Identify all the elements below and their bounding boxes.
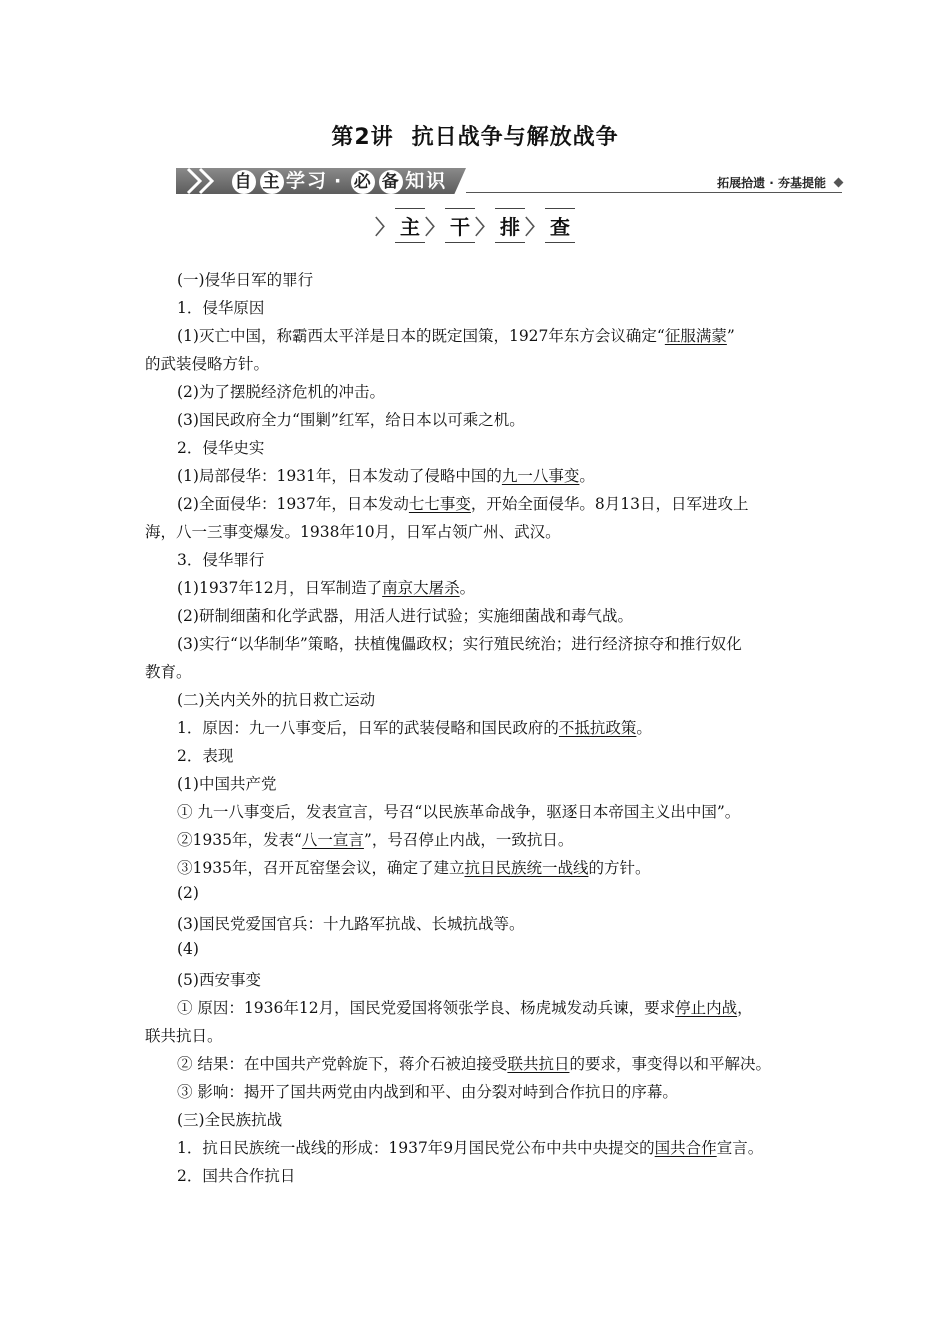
banner-char: 必 [351, 170, 375, 194]
text-span: ，开始全面侵华。8月13日，日军进攻上 [470, 495, 749, 513]
underlined-term: 南京大屠杀 [382, 579, 460, 597]
text-line: 海，八一三事变爆发。1938年10月，日军占领广州、武汉。 [145, 523, 561, 541]
heading-line: (三)全民族抗战 [177, 1111, 283, 1129]
heading-line: (一)侵华日军的罪行 [177, 271, 314, 289]
text-line: (3)实行“以华制华”策略，扶植傀儡政权；实行殖民统治；进行经济掠夺和推行奴化 [177, 635, 742, 653]
text-span: ， [737, 999, 753, 1017]
text-span: ”，号召停止内战，一致抗日。 [363, 831, 574, 849]
banner-char: 备 [379, 170, 403, 194]
banner-char: 主 [260, 170, 284, 194]
section-label-char: 查 [545, 208, 575, 243]
subheading-line: 2．国共合作抗日 [177, 1167, 296, 1185]
underlined-term: 联共抗日 [507, 1055, 570, 1073]
text-line [177, 996, 753, 1018]
section-label-char: 主 [395, 208, 425, 243]
text-line: 联共抗日。 [145, 1027, 223, 1045]
text-span: (1)灭亡中国，称霸西太平洋是日本的既定国策，1927年东方会议确定“ [177, 327, 665, 345]
text-span: 宣言。 [716, 1139, 764, 1157]
section-label-char: 排 [495, 208, 525, 243]
text-line [177, 324, 735, 346]
text-line: (2)研制细菌和化学武器，用活人进行试验；实施细菌战和毒气战。 [177, 607, 633, 625]
text-line: 教育。 [145, 663, 192, 681]
text-span: 的方针。 [588, 859, 651, 877]
underlined-term: 七七事变 [408, 495, 471, 513]
underlined-term: 抗日民族统一战线 [464, 859, 589, 877]
text-line: ③ 影响：揭开了国共两党由内战到和平、由分裂对峙到合作抗日的序幕。 [177, 1083, 678, 1101]
banner-title [230, 167, 447, 195]
text-line: 的武装侵略方针。 [145, 355, 270, 373]
text-span: 1．原因：九一八事变后，日军的武装侵略和国民政府的 [177, 719, 559, 737]
text-line: ① 九一八事变后，发表宣言，号召“以民族革命战争，驱逐日本帝国主义出中国”。 [177, 803, 741, 821]
text-span: 。 [459, 579, 476, 597]
underlined-term: 停止内战 [675, 999, 738, 1017]
heading-line: (二)关内关外的抗日救亡运动 [177, 691, 376, 709]
underlined-term: 九一八事变 [501, 467, 580, 485]
text-span: 。 [636, 719, 652, 737]
text-line: (1)中国共产党 [177, 775, 277, 793]
text-line [177, 464, 595, 486]
text-span: ① 原因：1936年12月，国民党爱国将领张学良、杨虎城发动兵谏，要求 [177, 999, 676, 1017]
text-span: ③1935年，召开瓦窑堡会议，确定了建立 [177, 859, 465, 877]
text-span: 1．抗日民族统一战线的形成：1937年9月国民党公布中共中央提交的 [177, 1139, 655, 1157]
lecture-number: 第2讲 [331, 125, 394, 150]
text-line [177, 576, 475, 598]
chevron-right-icon: 〉 [375, 215, 395, 239]
text-line: (4) [177, 940, 199, 958]
text-span: 的要求，事变得以和平解决。 [569, 1055, 771, 1073]
banner-subtitle: 拓展拾遗 · 夯基提能 [717, 176, 826, 190]
text-span: (1)1937年12月，日军制造了 [177, 579, 383, 597]
banner-rule [466, 192, 842, 193]
banner-char: 自 [232, 170, 256, 194]
text-line: (2) [177, 884, 199, 902]
chevron-right-icon: 〉 [425, 215, 445, 239]
text-span: ②1935年，发表“ [177, 831, 302, 849]
text-line [177, 492, 749, 514]
subheading-line: 2．表现 [177, 747, 234, 765]
text-line [177, 828, 573, 850]
double-chevron-icon [182, 166, 230, 196]
banner-dot: · [334, 170, 344, 192]
underlined-term: 征服满蒙 [664, 327, 727, 345]
text-line [177, 1052, 771, 1074]
text-span: (2)全面侵华：1937年，日本发动 [177, 495, 409, 513]
text-line: (2)为了摆脱经济危机的冲击。 [177, 383, 385, 401]
section-label [0, 208, 950, 243]
page-title [0, 120, 950, 151]
subheading-line: 3．侵华罪行 [177, 551, 265, 569]
subheading-line: 1．侵华原因 [177, 299, 265, 317]
text-line [177, 716, 652, 738]
underlined-term: 国共合作 [654, 1139, 717, 1157]
text-line: (3)国民政府全力“围剿”红军，给日本以可乘之机。 [177, 411, 525, 429]
text-span: 。 [579, 467, 595, 485]
section-banner [176, 164, 848, 196]
lecture-title: 抗日战争与解放战争 [411, 125, 619, 150]
chevron-right-icon: 〉 [525, 215, 545, 239]
text-span: ② 结果：在中国共产党斡旋下，蒋介石被迫接受 [177, 1055, 508, 1073]
banner-text-part: 学习 [286, 170, 329, 192]
subheading-line: 2．侵华史实 [177, 439, 265, 457]
chevron-right-icon: 〉 [475, 215, 495, 239]
section-label-char: 干 [445, 208, 475, 243]
text-line [177, 1136, 763, 1158]
text-span: (1)局部侵华：1931年，日本发动了侵略中国的 [177, 467, 502, 485]
banner-text-part: 知识 [405, 170, 448, 192]
text-span: ” [726, 327, 735, 345]
diamond-icon [834, 178, 844, 188]
underlined-term: 八一宣言 [301, 831, 364, 849]
underlined-term: 不抵抗政策 [558, 719, 637, 737]
text-line: (3)国民党爱国官兵：十九路军抗战、长城抗战等。 [177, 915, 525, 933]
text-line: (5)西安事变 [177, 971, 261, 989]
text-line [177, 856, 650, 878]
